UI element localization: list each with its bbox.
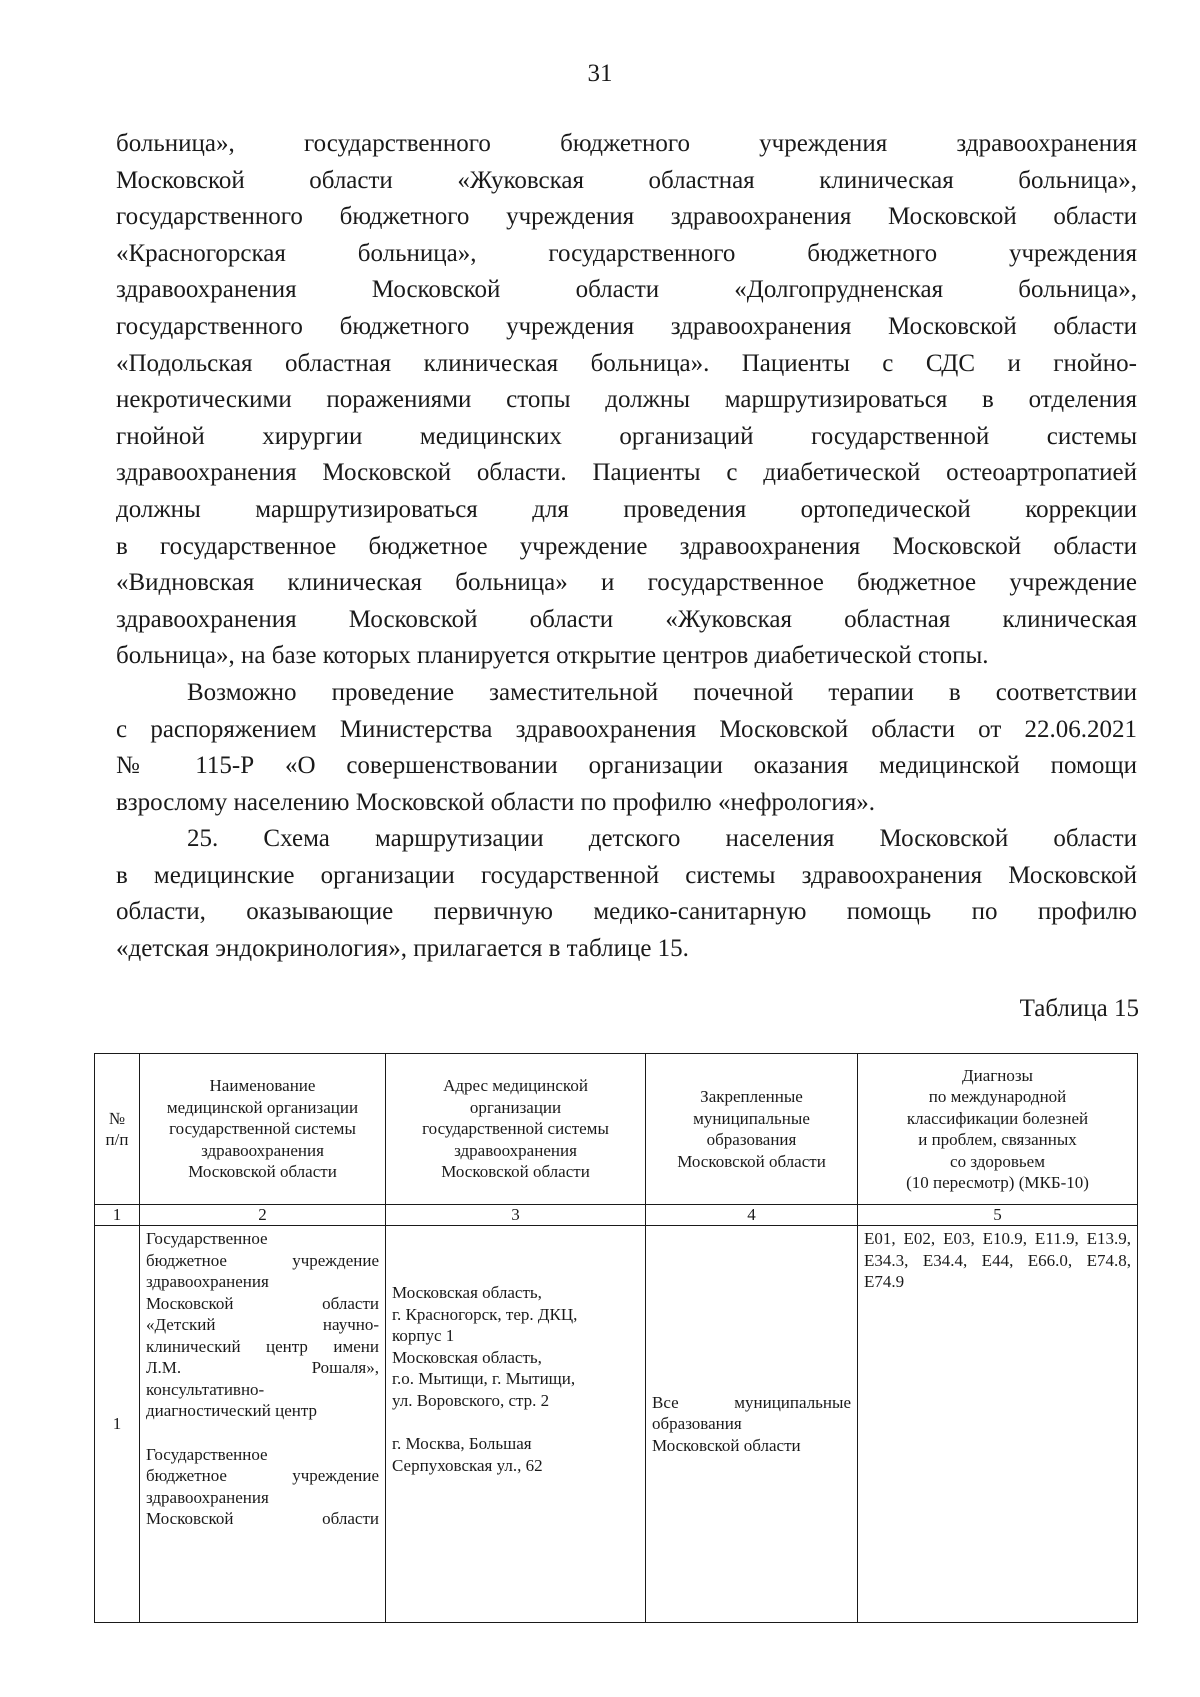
text-line: гнойной хирургии медицинских организаций государственной системы (116, 422, 1137, 450)
address-cell: Московская область, г. Красногорск, тер. ДКЦ, корпус 1 Московская область, г.о. Мытищи, г. Мытищи, ул. Воровского, стр. 2 г. Москва, Большая Серпуховская ул., 62 (386, 1226, 646, 1623)
row-number: 1 (95, 1226, 140, 1623)
column-number: 4 (646, 1205, 858, 1226)
text-line: должны маршрутизироваться для проведения ортопедической коррекции (116, 495, 1137, 523)
text-line: государственного бюджетного учреждения здравоохранения Московской области (116, 312, 1137, 340)
text-line: № 115-Р «О совершенствовании организации оказания медицинской помощи (116, 752, 1137, 780)
text-line: здравоохранения Московской области «Долгопрудненская больница», (116, 276, 1137, 304)
text-line: 25. Схема маршрутизации детского населения Московской области (187, 825, 1137, 853)
text-line: в медицинские организации государственной системы здравоохранения Московской (116, 861, 1137, 889)
column-number-row (95, 1205, 1138, 1226)
page-number: 31 (587, 60, 613, 87)
text-line: здравоохранения Московской области. Пациенты с диабетической остеоартропатией (116, 459, 1137, 487)
text-line: области, оказывающие первичную медико-санитарную помощь по профилю (116, 898, 1137, 926)
text-line: «Красногорская больница», государственного бюджетного учреждения (116, 239, 1137, 267)
text-line: Возможно проведение заместительной почечной терапии в соответствии (187, 678, 1137, 706)
text-line: здравоохранения Московской области «Жуковская областная клиническая (116, 605, 1137, 633)
organization-cell: Государственное бюджетное учреждение здравоохранения Московской области «Детский научно- клинический центр имени Л.М. Рошаля», консультативно- диагностический центр Государственное бюджетное учреждение здравоохранения Московской области (140, 1226, 386, 1623)
text-line: «Видновская клиническая больница» и государственное бюджетное учреждение (116, 569, 1137, 597)
text-line: «Подольская областная клиническая больница». Пациенты с СДС и гнойно- (116, 349, 1137, 377)
header-cell-organization: Наименование медицинской организации государственной системы здравоохранения Московской области (140, 1054, 386, 1205)
text-line: больница», государственного бюджетного учреждения здравоохранения (116, 130, 1137, 157)
text-line: Московской области «Жуковская областная клиническая больница», (116, 166, 1137, 194)
header-cell-municipalities: Закрепленные муниципальные образования Московской области (646, 1054, 858, 1205)
header-cell-diagnoses: Диагнозы по международной классификации болезней и проблем, связанных со здоровьем (10 пересмотр) (МКБ-10) (858, 1054, 1138, 1205)
municipalities-cell: Все муниципальные образования Московской области (646, 1226, 858, 1623)
column-number: 3 (386, 1205, 646, 1226)
column-number: 2 (140, 1205, 386, 1226)
column-number: 5 (858, 1205, 1138, 1226)
body-text (116, 126, 1137, 968)
text-line: больница», на базе которых планируется открытие центров диабетической стопы. (116, 642, 989, 670)
text-line: некротическими поражениями стопы должны маршрутизироваться в отделения (116, 386, 1137, 414)
table-header-row (95, 1054, 1138, 1205)
header-cell-number: № п/п (95, 1054, 140, 1205)
table-caption: Таблица 15 (1019, 995, 1139, 1022)
text-line: в государственное бюджетное учреждение здравоохранения Московской области (116, 532, 1137, 560)
diagnoses-cell: E01, E02, E03, E10.9, E11.9, E13.9, E34.3, E34.4, E44, E66.0, E74.8, E74.9 (858, 1226, 1138, 1623)
text-line: государственного бюджетного учреждения здравоохранения Московской области (116, 203, 1137, 231)
column-number: 1 (95, 1205, 140, 1226)
header-cell-address: Адрес медицинской организации государственной системы здравоохранения Московской области (386, 1054, 646, 1205)
table-row (95, 1226, 1138, 1623)
text-line: «детская эндокринология», прилагается в таблице 15. (116, 935, 689, 963)
text-line: с распоряжением Министерства здравоохранения Московской области от 22.06.2021 (116, 715, 1137, 743)
routing-table (94, 1053, 1138, 1623)
text-line: взрослому населению Московской области по профилю «нефрология». (116, 788, 875, 816)
